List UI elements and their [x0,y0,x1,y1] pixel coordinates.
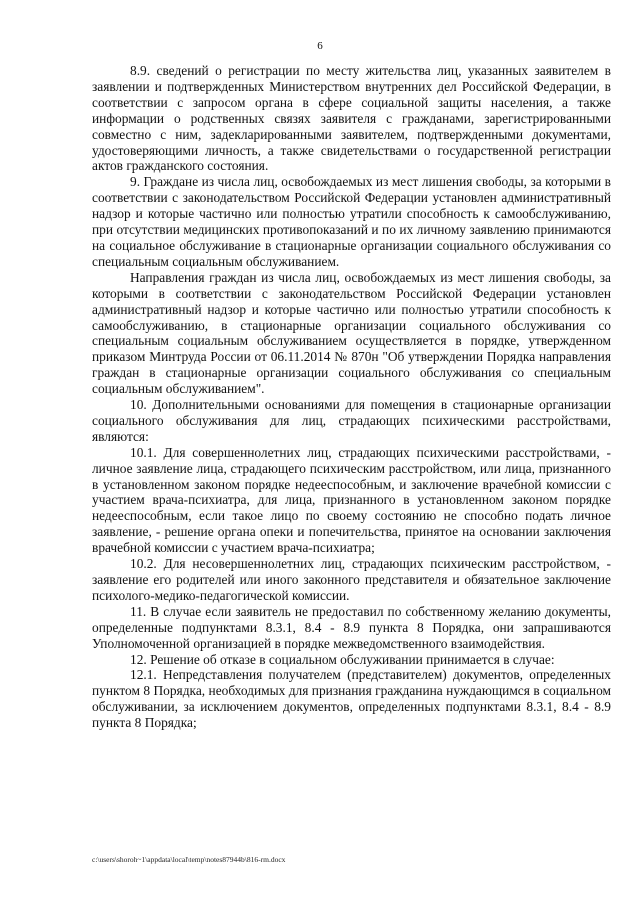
paragraph-8-9: 8.9. сведений о регистрации по месту жительства лиц, указанных заявителем в заявлении и подтвержденных Министерством внутренних дел Российской Федерации, в соответствии с запросом органа в сфере социальной защиты населения, а также информации о родственных связях заявителя с гражданами, зарегистрированными совместно с ним, задекларированными заявителем, подтвержденными документами, удостоверяющими личность, а также свидетельствами о государственной регистрации актов гражданского состояния. [92,63,611,174]
paragraph-9-referral: Направления граждан из числа лиц, освобождаемых из мест лишения свободы, за которыми в соответствии с законодательством Российской Федерации установлен административный надзор и которые частично или полностью утратили способность к самообслуживанию, в стационарные организации социального обслуживания со специальным социальным обслуживанием осуществляется в порядке, утвержденном приказом Минтруда России от 06.11.2014 № 870н "Об утверждении Порядка направления граждан в стационарные организации социального обслуживания со специальным социальным обслуживанием". [92,269,611,397]
paragraph-11: 11. В случае если заявитель не предоставил по собственному желанию документы, определенные подпунктами 8.3.1, 8.4 - 8.9 пункта 8 Порядка, они запрашиваются Уполномоченной организацией в порядке межведомственного взаимодействия. [92,603,611,651]
page-number: 6 [317,40,323,52]
paragraph-10-2: 10.2. Для несовершеннолетних лиц, страдающих психическим расстройством, - заявление его родителей или иного законного представителя и обязательное заключение психолого-медико-педагогической комиссии. [92,556,611,603]
paragraph-12: 12. Решение об отказе в социальном обслуживании принимается в случае: [130,651,555,667]
paragraph-9: 9. Граждане из числа лиц, освобождаемых из мест лишения свободы, за которыми в соответствии с законодательством Российской Федерации установлен административный надзор и которые частично или полностью утратили способность к самообслуживанию, при отсутствии медицинских противопоказаний и по их личному заявлению принимаются на социальное обслуживание в стационарные организации социального обслуживания со специальным социальным обслуживанием. [92,174,611,269]
paragraph-12-1: 12.1. Непредставления получателем (представителем) документов, определенных пунктом 8 Порядка, необходимых для признания гражданина нуждающимся в социальном обслуживании, за исключением документов, определенных подпунктами 8.3.1, 8.4 - 8.9 пункта 8 Порядка; [92,667,611,731]
footer-file-path: c:\users\shoroh~1\appdata\local\temp\notes87944b\816-rm.docx [92,855,286,864]
paragraph-10-1: 10.1. Для совершеннолетних лиц, страдающих психическими расстройствами, - личное заявление лица, страдающего психическим расстройством, или лица, признанного в установленном законом порядке недееспособным, и заключение врачебной комиссии с участием врача-психиатра, для лица, признанного в установленном законом порядке недееспособным, если такое лицо по своему состоянию не способно подать личное заявление, - решение органа опеки и попечительства, принятое на основании заключения врачебной комиссии с участием врача-психиатра; [92,444,611,556]
paragraph-10: 10. Дополнительными основаниями для помещения в стационарные организации социального обслуживания для лиц, страдающих психическими расстройствами, являются: [92,397,611,444]
page-body [92,63,611,731]
